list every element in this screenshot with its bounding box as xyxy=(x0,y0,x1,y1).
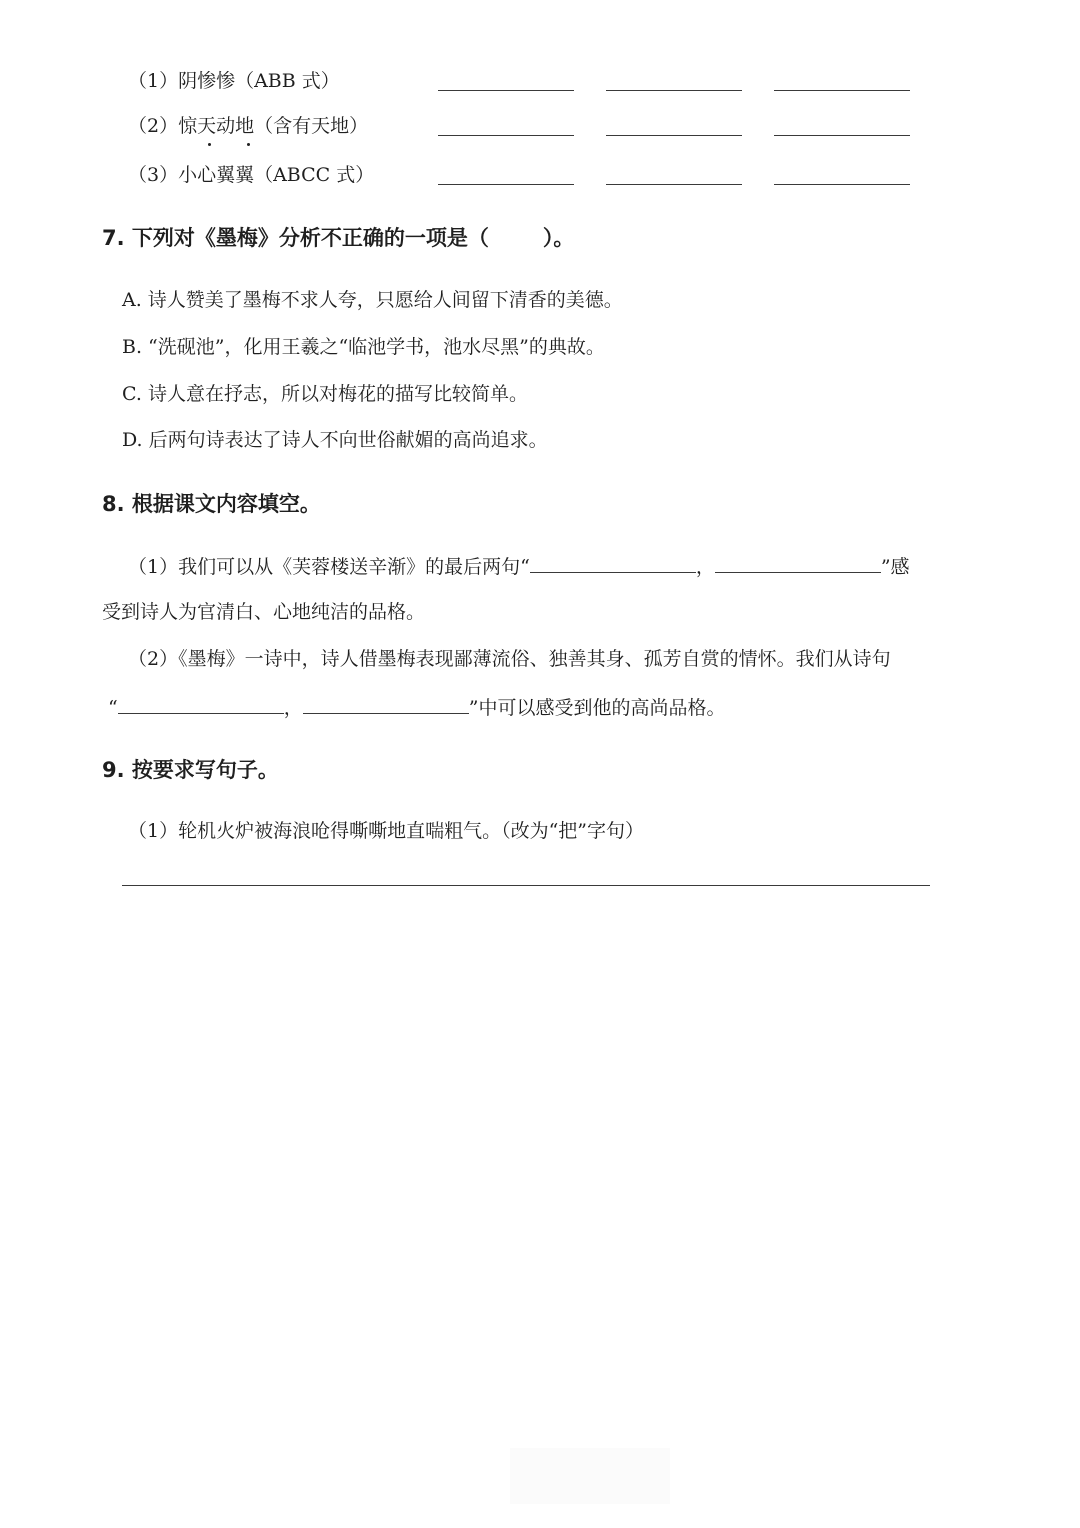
answer-blank[interactable] xyxy=(774,184,910,185)
fill-blank[interactable] xyxy=(303,693,469,714)
answer-blank[interactable] xyxy=(438,184,574,185)
answer-blank[interactable] xyxy=(438,90,574,91)
question-8-title: 8. 根据课文内容填空。 xyxy=(102,492,321,516)
option-d: D. 后两句诗表达了诗人不向世俗献媚的高尚追求。 xyxy=(122,429,548,451)
word-item-2: （2）惊天动地（含有天地） xyxy=(128,115,369,137)
q9-item-1: （1）轮机火炉被海浪呛得嘶嘶地直喘粗气。（改为“把”字句） xyxy=(128,820,645,842)
answer-blank[interactable] xyxy=(774,135,910,136)
word-item-1: （1）阴惨惨（ABB 式） xyxy=(128,70,340,92)
answer-blank[interactable] xyxy=(438,135,574,136)
open-quote: “ xyxy=(108,697,118,719)
emphasis-dot xyxy=(247,143,250,146)
question-9-title: 9. 按要求写句子。 xyxy=(102,758,279,782)
answer-line[interactable] xyxy=(122,885,930,886)
q8-p1-text: （1）我们可以从《芙蓉楼送辛渐》的最后两句“ xyxy=(128,556,530,578)
question-7-title-text: 7. 下列对《墨梅》分析不正确的一项是（ xyxy=(102,226,489,250)
fill-blank[interactable] xyxy=(715,552,881,573)
q8-p2-line1: （2）《墨梅》一诗中，诗人借墨梅表现鄙薄流俗、独善其身、孤芳自赏的情怀。我们从诗句 xyxy=(128,648,891,670)
answer-blank[interactable] xyxy=(606,135,742,136)
fill-blank[interactable] xyxy=(530,552,696,573)
option-b: B. “洗砚池”，化用王羲之“临池学书，池水尽黑”的典故。 xyxy=(122,336,605,358)
option-c: C. 诗人意在抒志，所以对梅花的描写比较简单。 xyxy=(122,383,528,405)
answer-blank[interactable] xyxy=(606,90,742,91)
question-7-title xyxy=(102,224,574,252)
q8-p1-line2: 受到诗人为官清白、心地纯洁的品格。 xyxy=(102,601,426,623)
option-a: A. 诗人赞美了墨梅不求人夸，只愿给人间留下清香的美德。 xyxy=(122,289,623,311)
answer-blank[interactable] xyxy=(606,184,742,185)
answer-blank[interactable] xyxy=(774,90,910,91)
fill-blank[interactable] xyxy=(118,693,284,714)
comma: ， xyxy=(695,556,715,578)
faint-smudge xyxy=(510,1448,670,1504)
q8-p1-end: ”感 xyxy=(880,556,910,578)
q8-p2-end: ”中可以感受到他的高尚品格。 xyxy=(468,697,726,719)
question-7-title-end: ）。 xyxy=(542,226,575,250)
emphasis-dot xyxy=(208,143,211,146)
word-item-3: （3）小心翼翼（ABCC 式） xyxy=(128,164,375,186)
q8-paragraph-2-line2 xyxy=(108,693,725,721)
q8-paragraph-1 xyxy=(128,552,910,580)
comma: ， xyxy=(283,697,303,719)
